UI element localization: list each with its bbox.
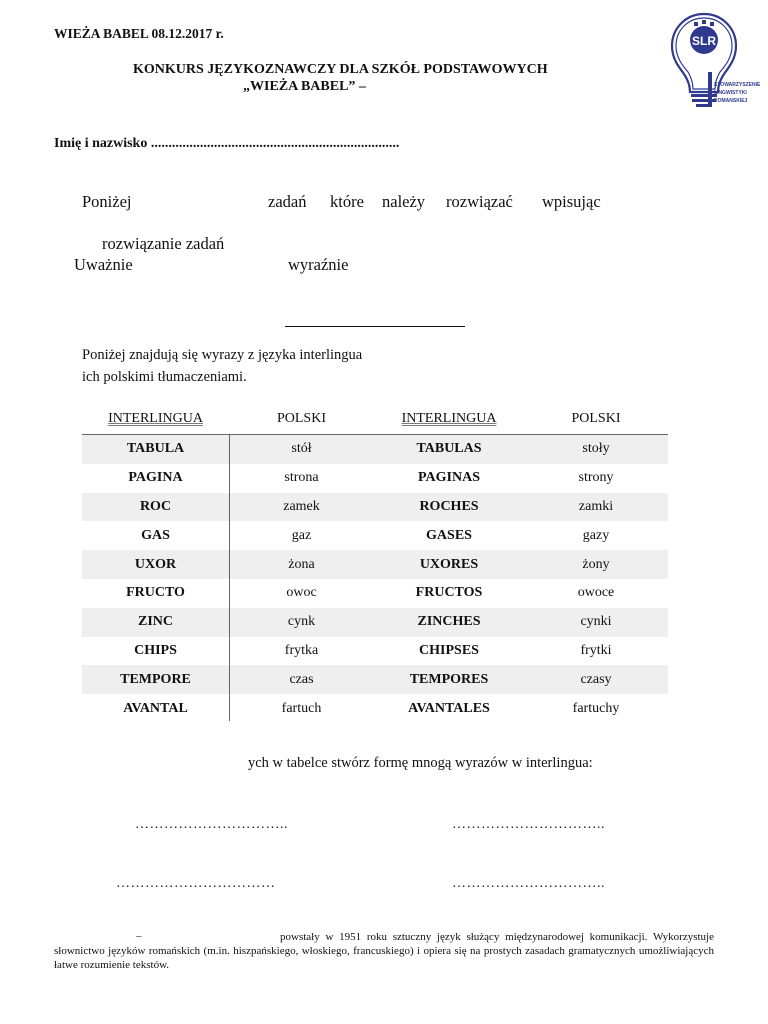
instruction-word: Poniżej (82, 192, 132, 211)
header-date: WIEŻA BABEL 08.12.2017 r. (54, 26, 224, 41)
logo-caption-2: LINGWISTYKI (714, 90, 747, 96)
table-header (82, 404, 668, 435)
column-header: INTERLINGUA (108, 411, 203, 426)
instruction-word: rozwiązać (446, 192, 513, 211)
instruction-word: zadań (268, 192, 307, 211)
table-row (82, 637, 668, 666)
table-cell: AVANTAL (123, 700, 188, 716)
table-cell: cynki (580, 614, 612, 630)
table-cell: CHIPS (134, 642, 177, 658)
instruction-word: wyraźnie (288, 255, 349, 274)
table-cell: żona (288, 556, 315, 572)
intro-line: Poniżej znajdują się wyrazy z języka interlingua (82, 347, 363, 363)
table-cell: czasy (580, 671, 612, 687)
contest-subtitle: „WIEŻA BABEL” – (243, 79, 366, 94)
table-cell: ZINCHES (417, 614, 481, 630)
table-cell: PAGINA (128, 470, 183, 486)
table-cell: TABULA (126, 441, 185, 457)
table-cell: żony (582, 556, 610, 572)
table-cell: GASES (426, 527, 472, 543)
table-cell: ROC (139, 498, 172, 514)
column-header: POLSKI (571, 411, 621, 426)
column-header: POLSKI (276, 411, 326, 426)
instruction-word: które (330, 192, 364, 211)
table-row (82, 665, 668, 694)
table-cell: zamek (283, 498, 320, 514)
table-row (82, 579, 668, 608)
logo-acronym: SLR (692, 34, 716, 48)
table-cell: UXORES (419, 556, 479, 572)
vocabulary-table (82, 404, 668, 723)
logo-caption-3: ROMANSKIEJ (714, 98, 748, 104)
table-cell: zamki (578, 498, 614, 514)
instruction-word: Uważnie (74, 255, 133, 274)
table-cell: ZINC (137, 614, 173, 630)
table-cell: owoc (286, 585, 317, 601)
table-cell: gazy (582, 527, 610, 543)
table-cell: stół (291, 441, 312, 457)
instruction-word: wpisując (542, 192, 601, 211)
table-cell: FRUCTO (126, 585, 185, 601)
table-cell: GAS (141, 527, 170, 543)
divider-line (285, 326, 465, 327)
table-cell: TEMPORE (120, 671, 191, 687)
table-cell: owoce (577, 585, 615, 601)
footnote-text: powstały w 1951 roku sztuczny język służący międzynarodowej komunikacji. Wykorzystuje słownictwo języków romańskich (m.in. hiszpańskiego, włoskiego, francuskiego) i opiera się na prostych zasadach gramatycznych umożliwiających łatwe rozumienie tekstów. (54, 931, 714, 971)
table-cell: ROCHES (419, 498, 479, 514)
table-cell: AVANTALES (408, 700, 490, 716)
logo-caption-1: STOWARZYSZENIE (714, 82, 761, 88)
table-cell: frytka (284, 642, 319, 658)
table-cell: cynk (287, 614, 316, 630)
answer-blank: …………………………… (116, 876, 276, 891)
slr-logo (664, 6, 768, 110)
answer-blank: ………………………….. (452, 876, 605, 891)
table-row (82, 550, 668, 579)
column-header: INTERLINGUA (401, 411, 497, 426)
table-cell: strona (284, 470, 319, 486)
table-row (82, 521, 668, 550)
lightbulb-icon (664, 6, 768, 110)
table-divider (229, 434, 230, 721)
table-cell: FRUCTOS (415, 585, 483, 601)
name-field: Imię i nazwisko ....................................................................... (54, 136, 400, 151)
table-row (82, 608, 668, 637)
answer-blank: ………………………….. (135, 817, 288, 832)
table-cell: TABULAS (416, 441, 482, 457)
table-row (82, 435, 668, 464)
table-cell: TEMPORES (409, 671, 489, 687)
table-cell: PAGINAS (418, 470, 480, 486)
table-cell: czas (289, 671, 314, 687)
contest-title: KONKURS JĘZYKOZNAWCZY DLA SZKÓŁ PODSTAWOWYCH (133, 62, 548, 77)
table-cell: frytki (580, 642, 612, 658)
instruction-word: należy (382, 192, 426, 211)
intro-line: ich polskimi tłumaczeniami. (82, 369, 247, 385)
answer-blank: ………………………….. (452, 817, 605, 832)
table-cell: UXOR (134, 556, 177, 572)
task-instruction: ych w tabelce stwórz formę mnogą wyrazów w interlingua: (248, 755, 593, 771)
table-row (82, 493, 668, 522)
table-cell: fartuchy (572, 700, 620, 716)
table-row (82, 464, 668, 493)
table-cell: strony (578, 470, 614, 486)
table-cell: CHIPSES (419, 642, 479, 658)
table-cell: gaz (291, 527, 312, 543)
table-cell: fartuch (281, 700, 322, 716)
table-row (82, 694, 668, 723)
table-cell: stoły (582, 441, 610, 457)
instruction-word: rozwiązanie zadań (102, 234, 225, 253)
footnote-dash: – (136, 930, 142, 942)
